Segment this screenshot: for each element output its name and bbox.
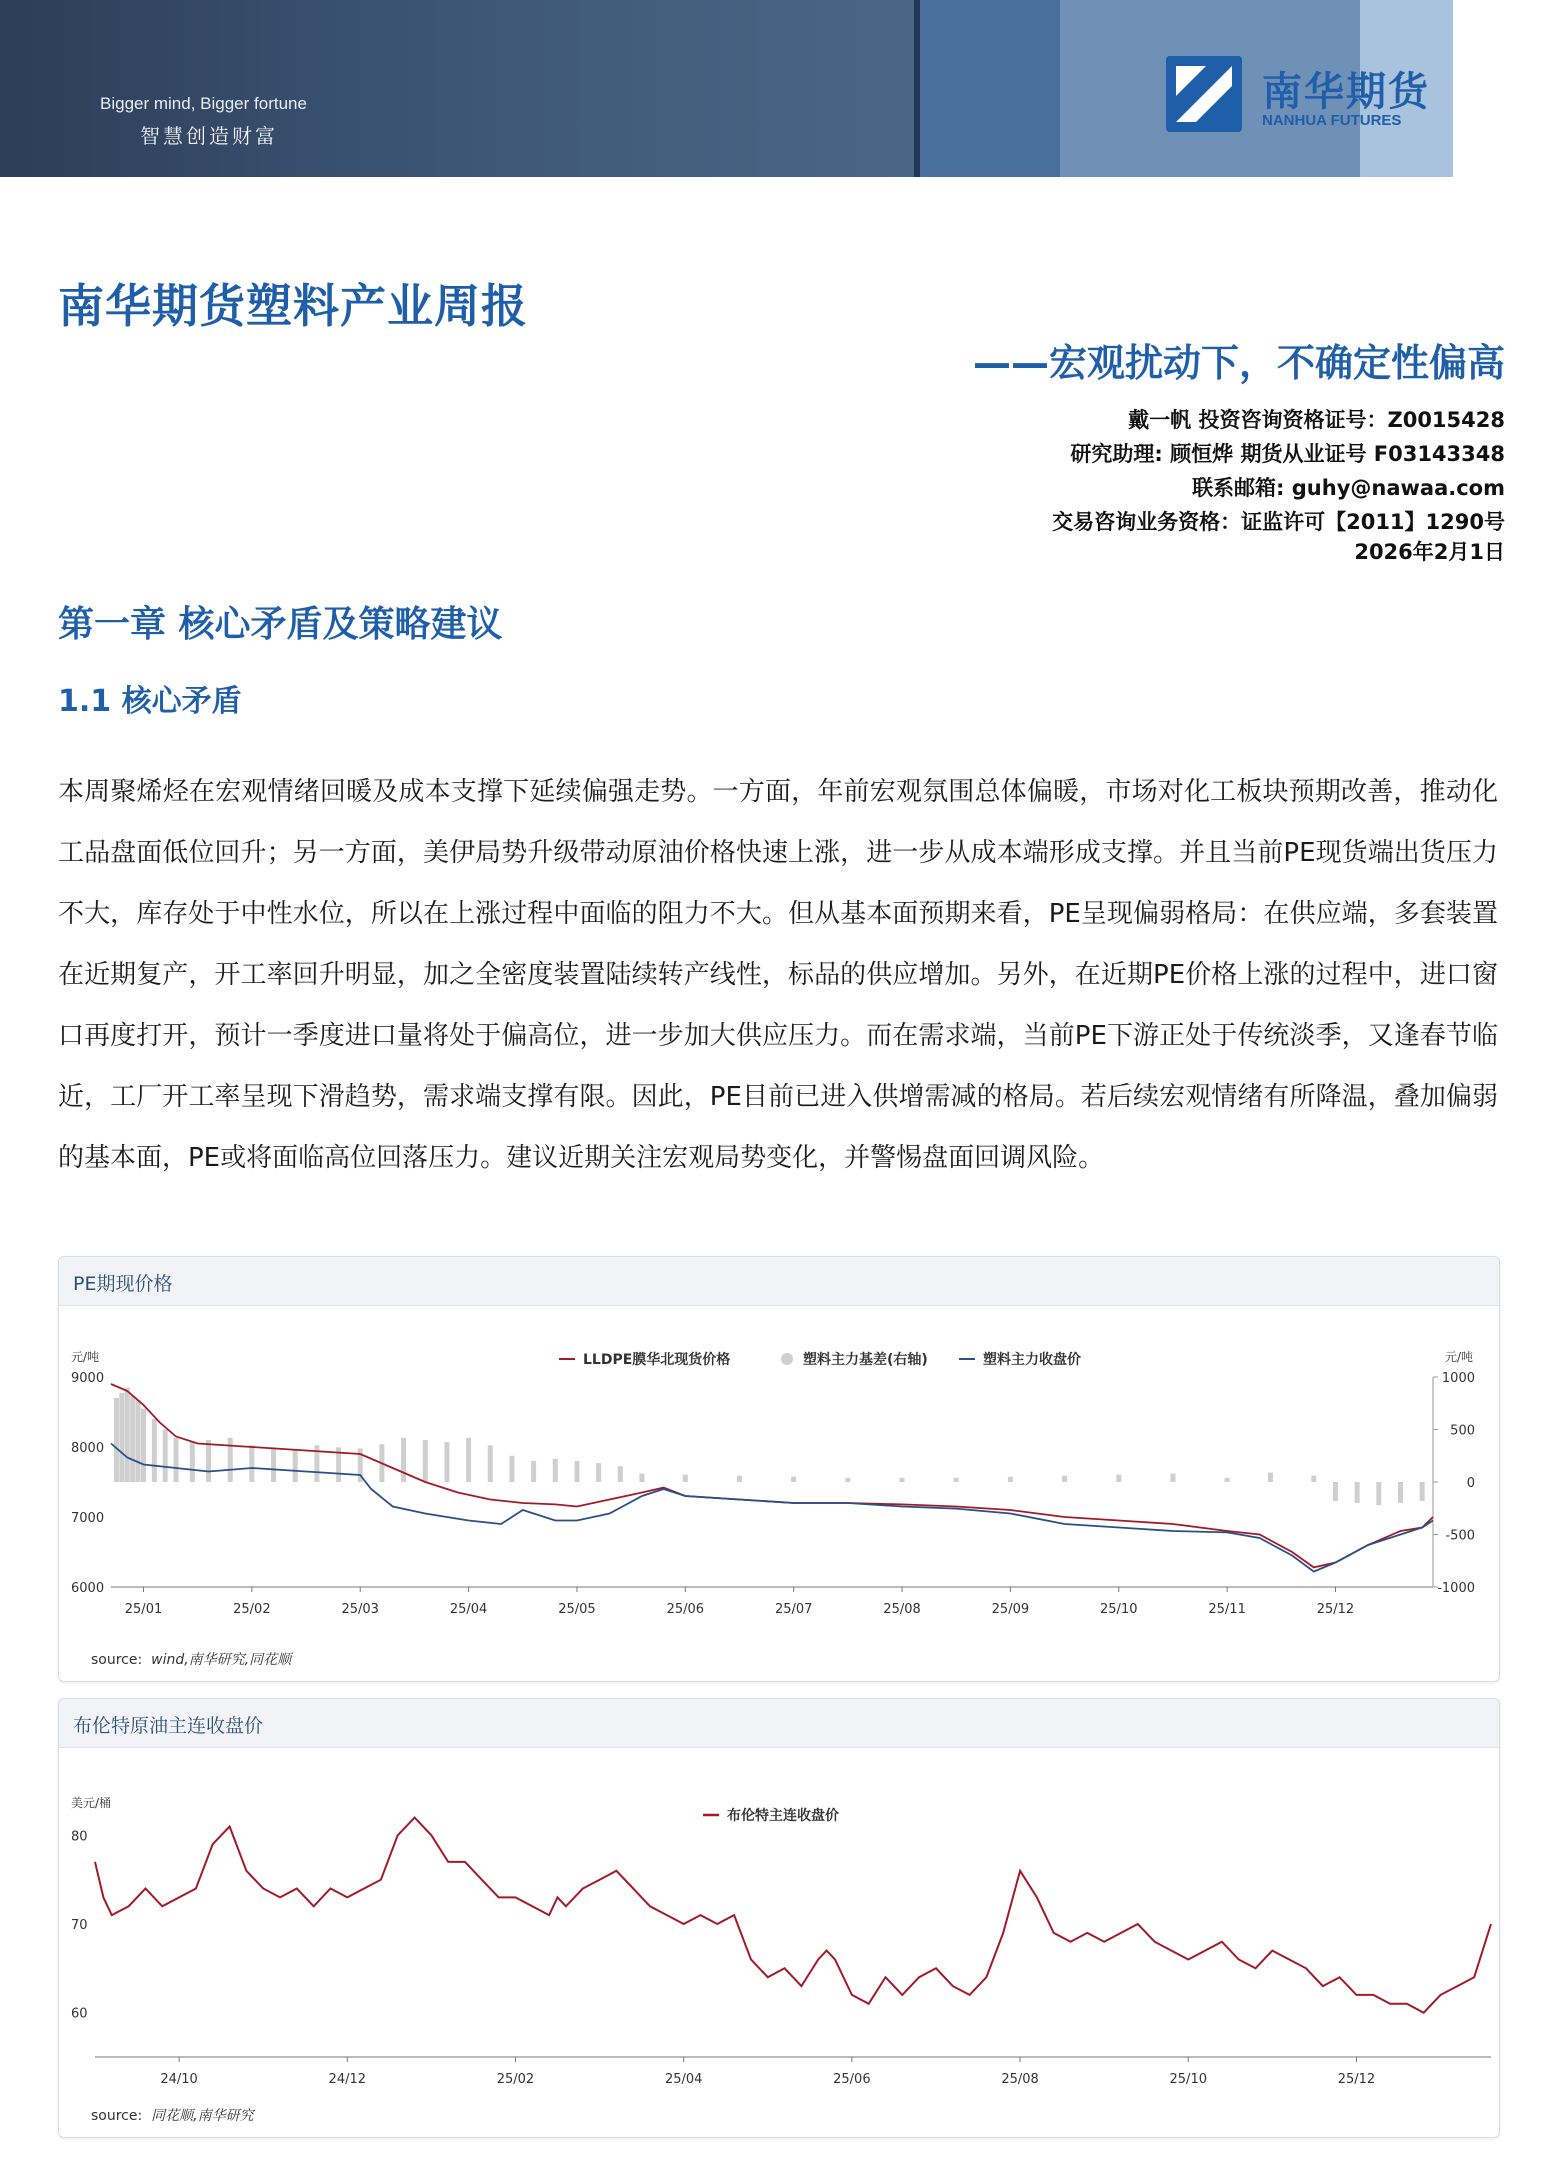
y-tick-label: 9000: [71, 1371, 105, 1386]
basis-bar: [683, 1475, 688, 1482]
legend-label: LLDPE膜华北现货价格: [583, 1352, 731, 1368]
x-tick-label: 25/09: [991, 1602, 1030, 1617]
basis-bar: [553, 1459, 558, 1482]
chapter-heading: 第一章 核心矛盾及策略建议: [58, 604, 503, 645]
basis-bar: [1225, 1478, 1230, 1482]
basis-bar: [1268, 1473, 1273, 1482]
basis-bar: [1116, 1475, 1121, 1482]
basis-bar: [954, 1478, 959, 1482]
basis-bar: [444, 1442, 449, 1482]
chart-source-brent: source: 同花顺,南华研究: [91, 2108, 254, 2124]
basis-bar: [228, 1438, 233, 1482]
basis-bar: [423, 1440, 428, 1482]
basis-bar: [1398, 1482, 1403, 1503]
basis-bar: [114, 1398, 119, 1482]
report-subtitle: ——宏观扰动下，不确定性偏高: [972, 341, 1505, 385]
license-line: 交易咨询业务资格：证监许可【2011】1290号: [1052, 510, 1505, 534]
series-line-2: [111, 1444, 1433, 1572]
basis-bar: [1420, 1482, 1425, 1501]
basis-bar: [1062, 1476, 1067, 1482]
y-right-tick-label: 0: [1466, 1476, 1475, 1491]
basis-bar: [509, 1456, 514, 1482]
x-tick-label: 25/10: [1100, 1602, 1138, 1617]
basis-bar: [1355, 1482, 1360, 1503]
y-right-tick-label: -500: [1445, 1528, 1475, 1544]
chart-title-brent: 布伦特原油主连收盘价: [73, 1715, 264, 1737]
author-line: 戴一帆 投资咨询资格证号：Z0015428: [1128, 408, 1505, 432]
header-banner: [0, 0, 1453, 177]
series-line-1: [111, 1384, 1433, 1567]
basis-bar: [531, 1461, 536, 1482]
basis-bar: [1333, 1482, 1338, 1501]
basis-bar: [1170, 1474, 1175, 1482]
x-tick-label: 24/12: [328, 2072, 367, 2087]
basis-bar: [1376, 1482, 1381, 1505]
basis-bar: [1311, 1476, 1316, 1482]
chart-source-pe: source: wind,南华研究,同花顺: [91, 1652, 292, 1668]
body-paragraph: 本周聚烯烃在宏观情绪回暖及成本支撑下延续偏强走势。一方面，年前宏观氛围总体偏暖，市场对化工板块预期改善，推动化工品盘面低位回升；另一方面，美伊局势升级带动原油价格快速上涨，进一步从成本端形成支撑。并且当前PE现货端出货压力不大，库存处于中性水位，所以在上涨过程中面临的阻力不大。但从基本面预期来看，PE呈现偏弱格局：在供应端，多套装置在近期复产，开工率回升明显，加之全密度装置陆续转产线性，标品的供应增加。另外，在近期PE价格上涨的过程中，进口窗口再度打开，预计一季度进口量将处于偏高位，进一步加大供应压力。而在需求端，当前PE下游正处于传统淡季，又逢春节临近，工厂开工率呈现下滑趋势，需求端支撑有限。因此，PE目前已进入供增需减的格局。若后续宏观情绪有所降温，叠加偏弱的基本面，PE或将面临高位回落压力。建议近期关注宏观局势变化，并警惕盘面回调风险。: [58, 777, 1498, 1173]
x-tick-label: 25/02: [496, 2072, 535, 2087]
slogan-chinese: 智慧创造财富: [140, 124, 278, 148]
legend-label: 塑料主力基差(右轴): [803, 1352, 928, 1368]
basis-bar: [174, 1438, 179, 1482]
x-tick-label: 25/08: [1001, 2072, 1039, 2087]
x-tick-label: 25/05: [558, 1602, 596, 1617]
x-tick-label: 25/02: [233, 1602, 271, 1617]
basis-bar: [190, 1442, 195, 1482]
basis-bar: [119, 1393, 124, 1482]
basis-bar: [163, 1430, 168, 1483]
x-tick-label: 24/10: [160, 2072, 198, 2087]
basis-bar: [1008, 1477, 1013, 1482]
basis-bar: [293, 1451, 298, 1483]
chart-title-pe: PE期现价格: [73, 1273, 173, 1295]
basis-bar: [206, 1440, 211, 1482]
basis-bar: [900, 1478, 905, 1482]
section-heading: 1.1 核心矛盾: [58, 684, 242, 719]
basis-bar: [271, 1448, 276, 1482]
assistant-line: 研究助理: 顾恒烨 期货从业证号 F03143348: [1070, 442, 1505, 466]
left-axis-unit: 元/吨: [71, 1350, 100, 1364]
y-tick-label: 70: [71, 1918, 88, 1933]
x-tick-label: 25/06: [666, 1602, 705, 1617]
x-tick-label: 25/11: [1208, 1602, 1246, 1617]
y-tick-label: 8000: [71, 1441, 105, 1456]
basis-bar: [125, 1388, 130, 1483]
x-tick-label: 25/01: [124, 1602, 163, 1617]
x-tick-label: 25/12: [1337, 2072, 1376, 2087]
y-right-tick-label: -1000: [1437, 1581, 1475, 1596]
x-tick-label: 25/10: [1169, 2072, 1207, 2087]
legend-label: 布伦特主连收盘价: [727, 1808, 839, 1824]
basis-bar: [130, 1396, 135, 1482]
email-line: 联系邮箱: guhy@nawaa.com: [1192, 476, 1505, 500]
nanhua-logo-icon: [1166, 56, 1242, 132]
y-tick-label: 7000: [71, 1511, 105, 1526]
y-axis-unit: 美元/桶: [71, 1796, 112, 1810]
basis-bar: [596, 1463, 601, 1482]
y-tick-label: 60: [71, 2006, 88, 2022]
right-axis-unit: 元/吨: [1444, 1350, 1473, 1364]
report-title: 南华期货塑料产业周报: [58, 279, 528, 333]
chart-panel-brent: [58, 1698, 1500, 2138]
x-tick-label: 25/04: [664, 2072, 703, 2087]
x-tick-label: 25/07: [774, 1602, 813, 1617]
basis-bar: [639, 1474, 644, 1482]
logo-text-chinese: 南华期货: [1262, 69, 1430, 115]
y-tick-label: 80: [71, 1829, 88, 1845]
basis-bar: [618, 1466, 623, 1482]
y-tick-label: 6000: [71, 1581, 105, 1596]
x-tick-label: 25/06: [833, 2072, 871, 2087]
basis-bar: [249, 1445, 254, 1482]
legend-marker: [781, 1353, 793, 1365]
basis-bar: [737, 1476, 742, 1482]
slogan-english: Bigger mind, Bigger fortune: [100, 94, 307, 113]
y-right-tick-label: 1000: [1441, 1371, 1475, 1386]
basis-bar: [845, 1478, 850, 1482]
basis-bar: [488, 1445, 493, 1482]
chart-panel-pe-prices: [58, 1256, 1500, 1682]
basis-bar: [466, 1438, 471, 1482]
report-date: 2026年2月1日: [1354, 540, 1505, 564]
brent-price-chart: [59, 1699, 1499, 2137]
logo-text-english: NANHUA FUTURES: [1262, 112, 1402, 129]
series-line-brent: [95, 1818, 1491, 2013]
basis-bar: [152, 1419, 157, 1482]
x-tick-label: 25/03: [341, 1602, 379, 1617]
basis-bar: [136, 1400, 141, 1482]
x-tick-label: 25/04: [449, 1602, 488, 1617]
pe-price-chart: [59, 1257, 1499, 1681]
basis-bar: [141, 1409, 146, 1483]
x-tick-label: 25/12: [1316, 1602, 1355, 1617]
x-tick-label: 25/08: [883, 1602, 921, 1617]
basis-bar: [791, 1477, 796, 1482]
legend-label: 塑料主力收盘价: [983, 1352, 1081, 1368]
y-right-tick-label: 500: [1450, 1423, 1475, 1439]
basis-bar: [574, 1461, 579, 1482]
basis-bar: [401, 1438, 406, 1482]
